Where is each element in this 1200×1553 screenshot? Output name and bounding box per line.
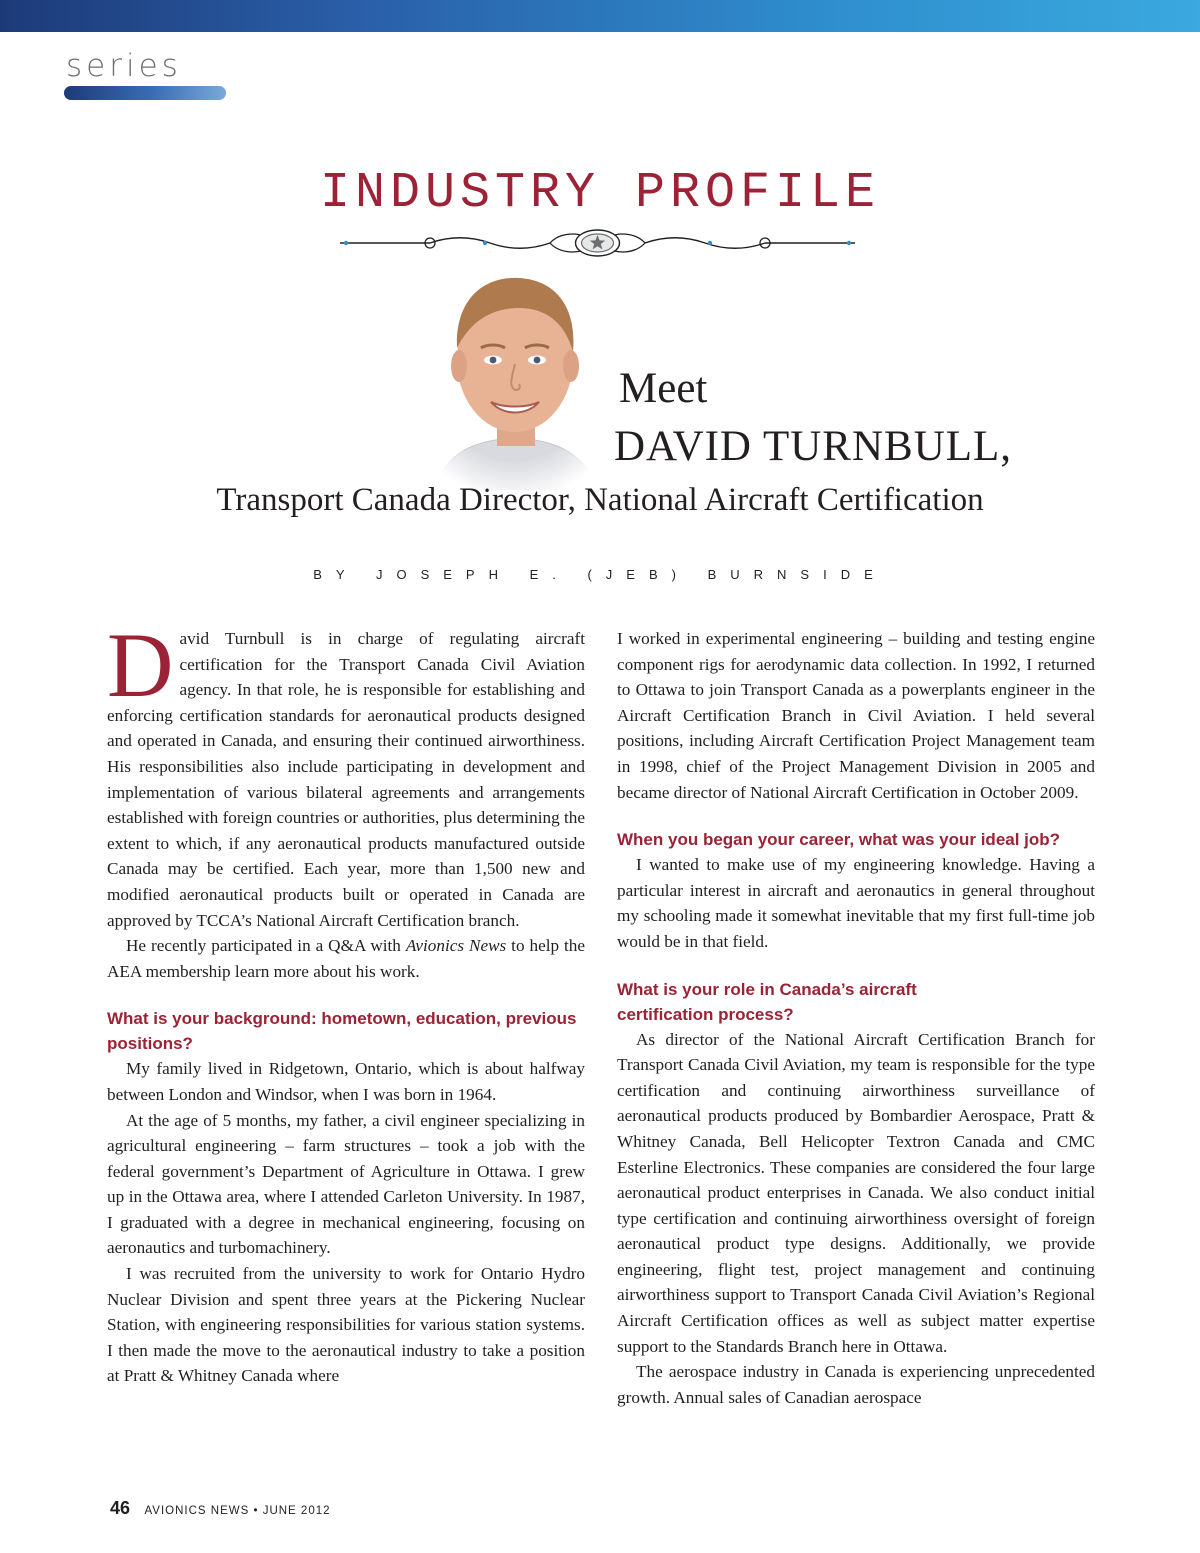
question-role (617, 977, 1095, 1027)
page-footer (110, 1498, 331, 1519)
continued-paragraph: I worked in experimental engineering – building and testing engine component rigs for aerodynamic data collection. In 1992, I returned to Ottawa to join Transport Canada as a powerplants engineer in the Aircraft Certification Branch in Civil Aviation. I held several positions, including Aircraft Certification Project Management team in 1998, chief of the Project Management Division in 2005 and became director of National Aircraft Certification in October 2009. (617, 629, 1095, 802)
portrait-photo (415, 262, 615, 490)
series-label: series (66, 48, 182, 84)
publication-info: AVIONICS NEWS • JUNE 2012 (144, 1505, 331, 1517)
answer-paragraph: I wanted to make use of my engineering knowledge. Having a particular interest in aircraft and aeronautics in general throughout my schooling made it somewhat inevitable that my first full-time job would be in that field. (617, 855, 1095, 951)
article-column-left (107, 614, 585, 1389)
qa-intro-text: He recently participated in a Q&A with (126, 936, 406, 956)
magazine-name: Avionics News (405, 936, 507, 956)
section-title: INDUSTRY PROFILE (319, 165, 881, 222)
headline-subtitle: Transport Canada Director, National Aircraft Certification (216, 482, 984, 518)
answer-paragraph: My family lived in Ridgetown, Ontario, which is about halfway between London and Windsor, when I was born in 1964. (107, 1059, 585, 1104)
series-bar (64, 86, 226, 100)
question-background: What is your background: hometown, education, previous positions? (107, 1009, 577, 1054)
qa-intro-text-end: to help the AEA membership learn more about his work. (107, 936, 585, 981)
answer-paragraph: I was recruited from the university to work for Ontario Hydro Nuclear Division and spent three years at the Pickering Nuclear Station, with engineering responsibilities for various station systems. I then made the move to the aeronautical industry to take a position at Pratt & Whitney Canada where (107, 1264, 585, 1386)
title-ornament (340, 226, 855, 260)
answer-paragraph: At the age of 5 months, my father, a civil engineer specializing in agricultural engineering – farm structures – took a job with the federal government’s Department of Agriculture in Ottawa. I grew up in the Ottawa area, where I attended Carleton University. In 1987, I graduated with a degree in mechanical engineering, focusing on aeronautics and turbomachinery. (107, 1110, 585, 1258)
page-number: 46 (110, 1498, 131, 1518)
byline: BY JOSEPH E. (JEB) BURNSIDE (313, 567, 887, 582)
top-color-band (0, 0, 1200, 32)
intro-paragraph (107, 614, 585, 933)
question-ideal-job: When you began your career, what was your ideal job? (617, 830, 1061, 850)
intro-text: avid Turnbull is in charge of regulating aircraft certification for the Transport Canada Civil Aviation agency. In that role, he is responsible for establishing and enforcing certification standards for aeronautical products designed and operated in Canada, and ensuring their continued airworthiness. His responsibilities also include participating in development and implementation of various bilateral agreements and arrangements established with foreign countries or authorities, plus determining the extent to which, if any aeronautical products manufactured outside Canada may be certified. Each year, more than 1,500 new and modified aeronautical products built or operated in Canada are approved by TCCA’s National Aircraft Certification branch. (107, 629, 585, 930)
qa-intro-paragraph (107, 933, 585, 984)
headline-name: DAVID TURNBULL, (614, 423, 1013, 470)
question-role-line1: What is your role in Canada’s aircraft (617, 979, 917, 999)
answer-paragraph: The aerospace industry in Canada is experiencing unprecedented growth. Annual sales of Canadian aerospace (617, 1362, 1095, 1407)
answer-paragraph: As director of the National Aircraft Certification Branch for Transport Canada Civil Aviation, my team is responsible for the type certification and continuing airworthiness surveillance of aeronautical products produced by Bombardier Aerospace, Pratt & Whitney Canada, Bell Helicopter Textron Canada and CMC Esterline Electronics. These companies are considered the four large aeronautical product enterprises in Canada. We also conduct initial type certification and continuing airworthiness oversight of foreign aeronautical product type designs. Additionally, we provide engineering, flight test, project management and continuing airworthiness support to Transport Canada Civil Aviation’s Regional Aircraft Certification offices as well as subject matter expertise support to the Standards Branch here in Ottawa. (617, 1029, 1095, 1356)
drop-cap: D (107, 614, 174, 716)
headline-meet: Meet (619, 365, 708, 412)
article-column-right (617, 626, 1095, 1410)
question-role-line2: certification process? (617, 1004, 794, 1024)
